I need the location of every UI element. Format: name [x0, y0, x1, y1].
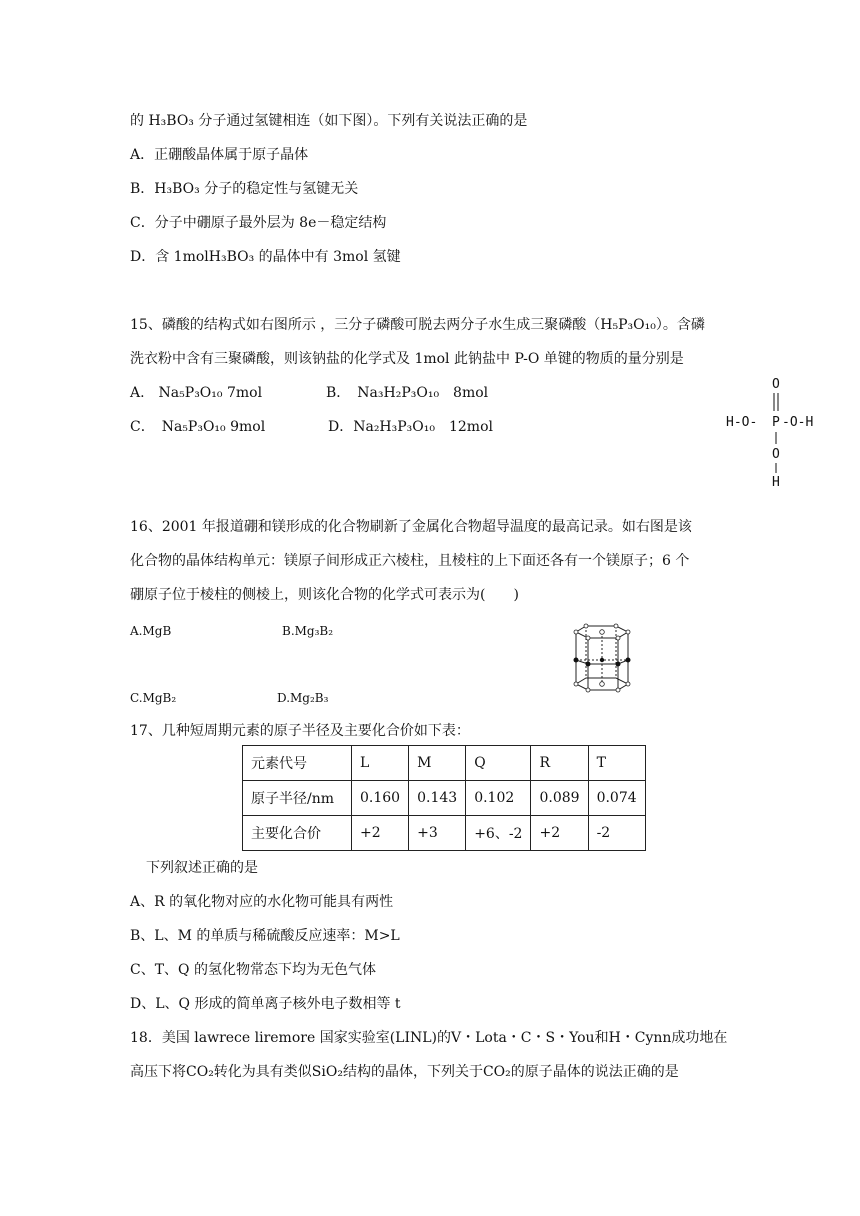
q15-option-a: A. Na₅P₃O₁₀ 7mol [130, 385, 263, 401]
table-header-cell: 元素代号 [243, 746, 352, 781]
q14-option-c: C．分子中硼原子最外层为 8e－稳定结构 [130, 215, 387, 231]
q17-option-b: B、L、M 的单质与稀硫酸反应速率：M>L [130, 928, 400, 944]
q17-stem: 17、几种短周期元素的原子半径及主要化合价如下表： [130, 723, 470, 739]
phosphoric-acid-structure [722, 372, 832, 492]
table-cell: +3 [409, 816, 466, 851]
q14-stem: 的 H₃BO₃ 分子通过氢键相连（如下图）。下列有关说法正确的是 [130, 113, 528, 129]
crystal-structure-diagram [560, 622, 642, 700]
table-header-cell: R [531, 746, 588, 781]
table-header-cell: Q [466, 746, 531, 781]
q14-option-d: D．含 1molH₃BO₃ 的晶体中有 3mol 氢键 [130, 249, 401, 265]
q17-option-a: A、R 的氧化物对应的水化物可能具有两性 [130, 894, 394, 910]
q17-option-c: C、T、Q 的氢化物常态下均为无色气体 [130, 962, 376, 978]
q16-stem-line2: 化合物的晶体结构单元：镁原子间形成正六棱柱，且棱柱的上下面还各有一个镁原子；6 个 [130, 553, 690, 569]
q15-stem-line1: 15、磷酸的结构式如右图所示 ，三分子磷酸可脱去两分子水生成三聚磷酸（H₅P₃O₁₀）。含磷 [130, 317, 705, 333]
structure-bottom-o: O [772, 447, 780, 462]
table-cell: -2 [588, 816, 645, 851]
q16-option-d: D.Mg₂B₃ [277, 691, 329, 705]
structure-bottom-h: H [772, 475, 780, 490]
table-cell: +6、-2 [466, 816, 531, 851]
q16-option-c: C.MgB₂ [130, 691, 177, 705]
q17-option-d: D、L、Q 形成的简单离子核外电子数相等 t [130, 996, 401, 1012]
q15-option-d: D．Na₂H₃P₃O₁₀ 12mol [328, 419, 493, 435]
table-cell: 原子半径/nm [243, 781, 352, 816]
q15-option-b: B． Na₃H₂P₃O₁₀ 8mol [326, 385, 489, 401]
structure-left-group: H-O- [726, 415, 758, 430]
table-cell: 0.102 [466, 781, 531, 816]
table-cell: +2 [531, 816, 588, 851]
table-cell: 0.143 [409, 781, 466, 816]
structure-top-o: O [772, 377, 780, 392]
q16-stem-line3: 硼原子位于棱柱的侧棱上，则该化合物的化学式可表示为( ) [130, 587, 519, 603]
table-row [243, 816, 646, 851]
table-cell: +2 [352, 816, 409, 851]
q17-prompt: 下列叙述正确的是 [146, 860, 258, 876]
table-cell: 0.160 [352, 781, 409, 816]
table-cell: 0.074 [588, 781, 645, 816]
table-row [243, 746, 646, 781]
q14-option-a: A．正硼酸晶体属于原子晶体 [130, 147, 309, 163]
q16-option-b: B.Mg₃B₂ [282, 624, 334, 638]
q18-line2: 高压下将CO₂转化为具有类似SiO₂结构的晶体，下列关于CO₂的原子晶体的说法正确的是 [130, 1064, 679, 1080]
q16-stem-line1: 16、2001 年报道硼和镁形成的化合物刷新了金属化合物超导温度的最高记录。如右图是该 [130, 519, 692, 535]
q14-option-b: B．H₃BO₃ 分子的稳定性与氢键无关 [130, 181, 359, 197]
q18-line1: 18．美国 lawrece liremore 国家实验室(LINL)的V・Lota・C・S・You和H・Cynn成功地在 [130, 1030, 728, 1046]
q15-option-c: C． Na₅P₃O₁₀ 9mol [130, 419, 266, 435]
structure-p: P [772, 415, 780, 430]
q16-option-a: A.MgB [130, 624, 172, 638]
q15-stem-line2: 洗衣粉中含有三聚磷酸，则该钠盐的化学式及 1mol 此钠盐中 P-O 单键的物质的量分别是 [130, 351, 684, 367]
table-cell: 主要化合价 [243, 816, 352, 851]
element-table [242, 745, 646, 851]
table-header-cell: M [409, 746, 466, 781]
table-header-cell: L [352, 746, 409, 781]
table-cell: 0.089 [531, 781, 588, 816]
table-row [243, 781, 646, 816]
structure-right-group: -O-H [782, 415, 814, 430]
table-header-cell: T [588, 746, 645, 781]
